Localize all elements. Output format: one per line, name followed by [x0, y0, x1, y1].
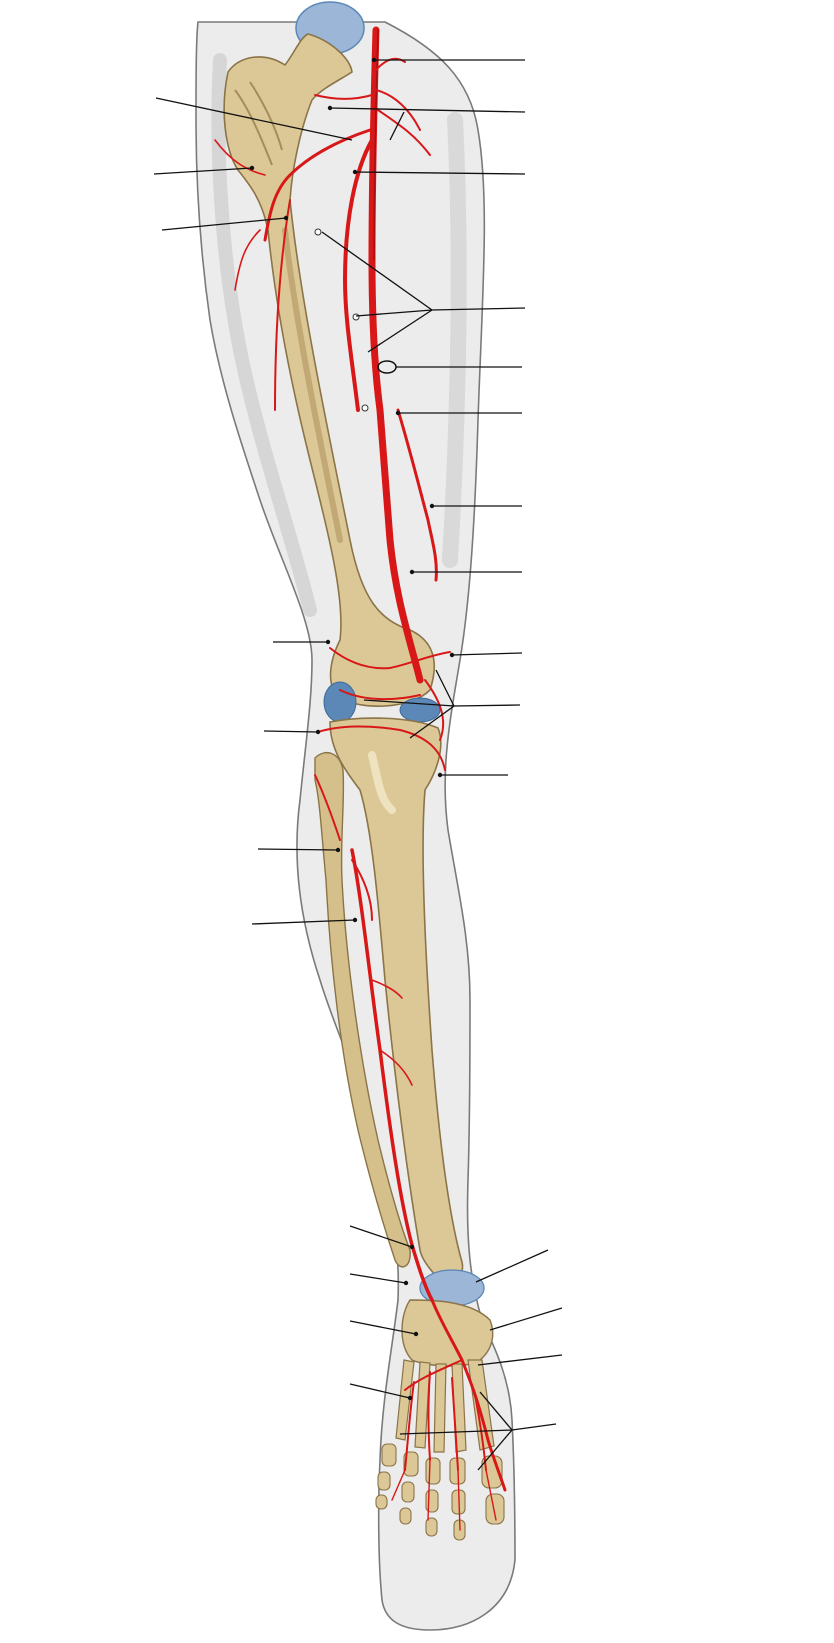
- leg-skin-silhouette: [196, 22, 515, 1630]
- vessel-opening: [315, 229, 321, 235]
- skin-inner-shading: [450, 120, 459, 560]
- medial-meniscus-cartilage: [400, 698, 440, 722]
- leader-line: [476, 1250, 548, 1282]
- vessel-opening: [362, 405, 368, 411]
- lateral-meniscus-cartilage: [324, 682, 356, 722]
- vessel-opening: [353, 314, 359, 320]
- leader-line: [452, 653, 522, 655]
- leader-line: [490, 1308, 562, 1330]
